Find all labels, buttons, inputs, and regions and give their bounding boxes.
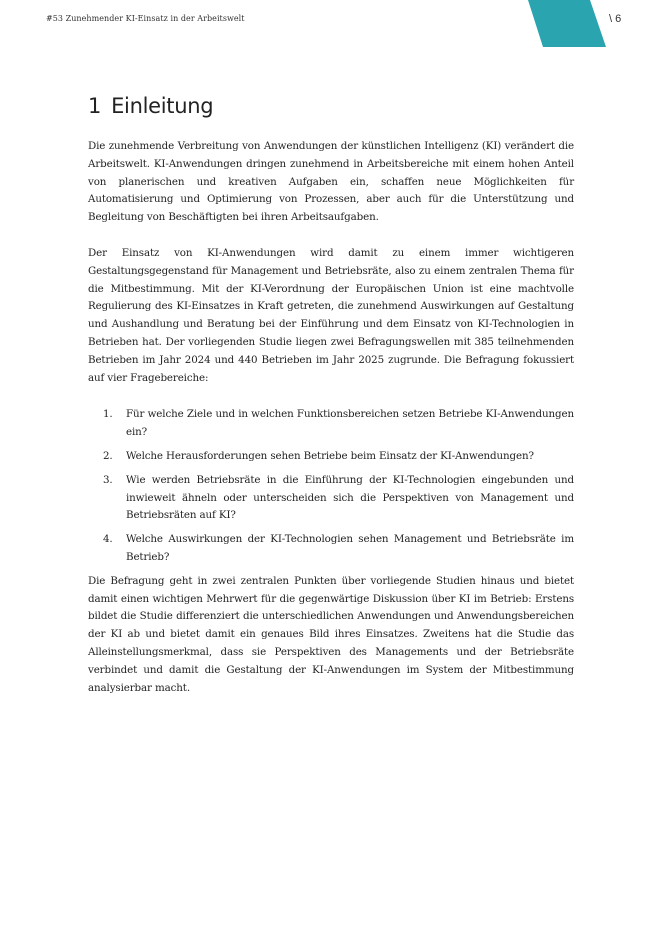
- list-item: [88, 531, 574, 567]
- section-title: [88, 94, 213, 118]
- question-list: [88, 406, 574, 566]
- section-title-text: Einleitung: [111, 94, 214, 118]
- list-item-number: 3.: [103, 473, 113, 486]
- section-number: 1: [88, 94, 102, 118]
- list-item: [88, 406, 574, 442]
- paragraph: Die Befragung geht in zwei zentralen Punkten über vorliegende Studien hinaus und bietet damit einen wichtigen Mehrwert für die gegenwärtige Diskussion über KI im Betrieb: Erstens bildet die Studie differenziert die unterschiedlichen Anwendungen und Anwendungsbereichen der KI ab und bietet damit ein genaues Bild ihres Einsatzes. Zweitens hat die Studie das Alleinstellungsmerkmal, dass sie Perspektiven des Managements und der Betriebsräte verbindet und damit die Gestaltung der KI-Anwendungen im System der Mitbestimmung analysierbar macht.: [88, 574, 574, 694]
- list-item-number: 1.: [103, 408, 113, 421]
- paragraph: Der Einsatz von KI-Anwendungen wird damit zu einem immer wichtigeren Gestaltungsgegenstand für Management und Betriebsräte, also zu einem zentralen Thema für die Mitbestimmung. Mit der KI-Verordnung der Europäischen Union ist eine machtvolle Regulierung des KI-Einsatzes in Kraft getreten, die zunehmend Auswirkungen auf Gestaltung und Aushandlung und Beratung bei der Einführung und dem Einsatz von KI-Technologien in Betrieben hat. Der vorliegenden Studie liegen zwei Befragungswellen mit 385 teilnehmenden Betrieben im Jahr 2024 und 440 Betrieben im Jahr 2025 zugrunde. Die Befragung fokussiert auf vier Fragebereiche:: [88, 246, 574, 384]
- list-item-text: Für welche Ziele und in welchen Funktionsbereichen setzen Betriebe KI-Anwendungen ein?: [126, 408, 574, 439]
- body-text: [88, 138, 574, 697]
- accent-shape: [528, 0, 606, 47]
- running-head: #53 Zunehmender KI-Einsatz in der Arbeitswelt: [46, 14, 245, 23]
- list-item: [88, 472, 574, 525]
- list-item-text: Welche Auswirkungen der KI-Technologien sehen Management und Betriebsräte im Betrieb?: [126, 533, 574, 563]
- page-number: \ 6: [609, 13, 622, 25]
- list-item-number: 4.: [103, 533, 113, 546]
- list-item-text: Wie werden Betriebsräte in die Einführung der KI-Technologien eingebunden und inwieweit ähneln oder unterscheiden sich die Perspektiven von Management und Betriebsräten auf KI?: [126, 473, 574, 522]
- paragraph: Die zunehmende Verbreitung von Anwendungen der künstlichen Intelligenz (KI) verändert die Arbeitswelt. KI-Anwendungen dringen zunehmend in Arbeitsbereiche mit einem hohen Anteil von planerischen und kreativen Aufgaben ein, schaffen neue Möglichkeiten für Automatisierung und Optimierung von Prozessen, aber auch für die Unterstützung und Begleitung von Beschäftigten bei ihren Arbeitsaufgaben.: [88, 140, 574, 224]
- list-item-text: Welche Herausforderungen sehen Betriebe beim Einsatz der KI-Anwendungen?: [126, 449, 534, 462]
- list-item: [88, 448, 574, 466]
- list-item-number: 2.: [103, 449, 113, 462]
